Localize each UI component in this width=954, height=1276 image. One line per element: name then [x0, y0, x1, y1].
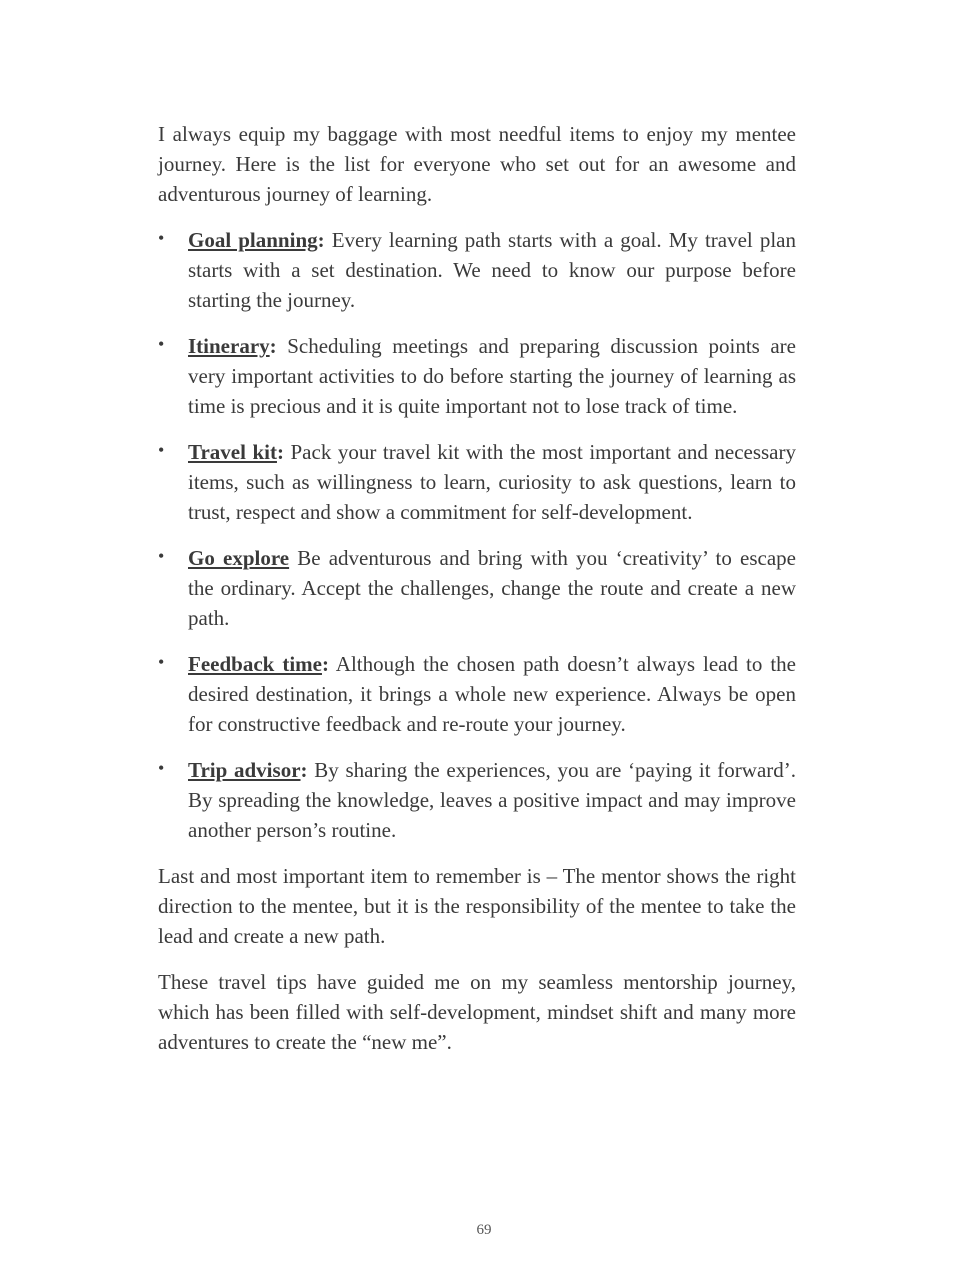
bullet-icon: •	[158, 334, 165, 354]
bullet-icon: •	[158, 652, 165, 672]
page-body	[158, 119, 796, 1073]
item-separator: :	[276, 440, 284, 464]
list-item-travel-kit	[158, 437, 796, 527]
item-text: Every learning path starts with a goal. My travel plan starts with a set destination. We need to know our purpose before starting the journey.	[188, 228, 796, 312]
intro-paragraph: I always equip my baggage with most needful items to enjoy my mentee journey. Here is the list for everyone who set out for an awesome and adventurous journey of learning.	[158, 122, 796, 206]
item-text: Although the chosen path doesn’t always lead to the desired destination, it brings a whole new experience. Always be open for constructive feedback and re-route your journey.	[188, 652, 796, 736]
list-item-goal-planning	[158, 225, 796, 315]
list-item-trip-advisor	[158, 755, 796, 845]
item-term: Feedback time	[188, 652, 322, 676]
list-item-feedback-time	[158, 649, 796, 739]
item-term: Travel kit	[188, 440, 277, 464]
item-text: Pack your travel kit with the most important and necessary items, such as willingness to learn, curiosity to ask questions, learn to trust, respect and show a commitment for self-development.	[188, 440, 796, 524]
page-number: 69	[476, 1222, 492, 1238]
item-term: Itinerary	[188, 334, 270, 358]
bullet-icon: •	[158, 228, 165, 248]
closing-paragraph-2: These travel tips have guided me on my seamless mentorship journey, which has been filled with self-development, mindset shift and many more adventures to create the “new me”.	[158, 970, 796, 1054]
item-term: Goal planning	[188, 228, 318, 252]
item-text: By sharing the experiences, you are ‘paying it forward’. By spreading the knowledge, leaves a positive impact and may improve another person’s routine.	[188, 758, 796, 842]
item-separator: :	[317, 228, 325, 252]
item-separator: :	[269, 334, 277, 358]
bullet-icon: •	[158, 758, 165, 778]
item-text: Scheduling meetings and preparing discussion points are very important activities to do before starting the journey of learning as time is precious and it is quite important not to lose track of time.	[188, 334, 796, 418]
item-term: Go explore	[188, 546, 290, 570]
bullet-icon: •	[158, 546, 165, 566]
item-separator: :	[300, 758, 308, 782]
bullet-icon: •	[158, 440, 165, 460]
travel-tips-list	[158, 225, 796, 845]
list-item-go-explore	[158, 543, 796, 633]
closing-paragraph-1: Last and most important item to remember is – The mentor shows the right direction to the mentee, but it is the responsibility of the mentee to take the lead and create a new path.	[158, 864, 796, 948]
item-separator: :	[321, 652, 329, 676]
item-text: Be adventurous and bring with you ‘creativity’ to escape the ordinary. Accept the challenges, change the route and create a new path.	[188, 546, 796, 630]
item-term: Trip advisor	[188, 758, 301, 782]
list-item-itinerary	[158, 331, 796, 421]
